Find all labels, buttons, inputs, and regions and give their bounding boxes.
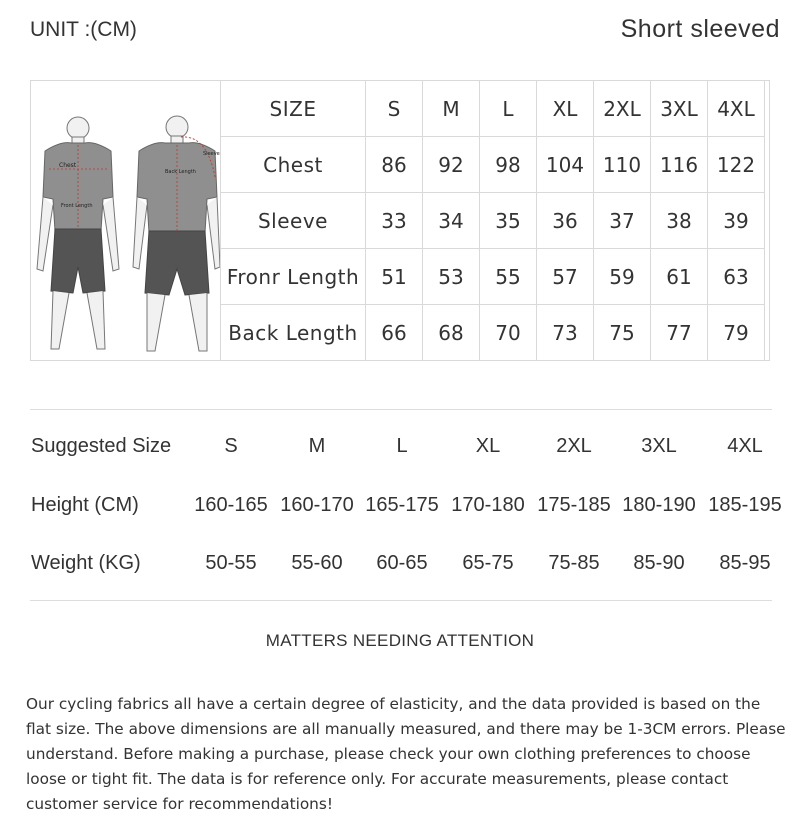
table-cell: 61 <box>651 249 708 305</box>
unit-label: UNIT :(CM) <box>30 18 137 41</box>
table-cell: 53 <box>423 249 480 305</box>
table-cell: 185-195 <box>708 494 782 516</box>
size-header-cell: XL <box>537 81 594 137</box>
table-cell: 68 <box>423 305 480 361</box>
table-cell: 92 <box>423 137 480 193</box>
size-header-cell: M <box>423 81 480 137</box>
row-label: Height (CM) <box>31 494 139 516</box>
table-cell: 79 <box>708 305 765 361</box>
divider-bottom <box>30 600 772 601</box>
height-row <box>0 494 800 524</box>
table-cell: 2XL <box>556 435 592 457</box>
table-cell: 33 <box>366 193 423 249</box>
table-cell: 4XL <box>727 435 763 457</box>
table-cell: 50-55 <box>205 552 257 574</box>
table-row <box>221 137 765 193</box>
table-cell: 98 <box>480 137 537 193</box>
figure-illustration <box>31 81 220 360</box>
table-cell: 66 <box>366 305 423 361</box>
table-cell: 51 <box>366 249 423 305</box>
table-cell: 122 <box>708 137 765 193</box>
table-cell: 180-190 <box>622 494 696 516</box>
table-cell: M <box>308 435 326 457</box>
row-label: Sleeve <box>221 193 366 249</box>
row-label: Suggested Size <box>31 435 172 457</box>
table-cell: 38 <box>651 193 708 249</box>
table-cell: 63 <box>708 249 765 305</box>
table-cell: 160-165 <box>194 494 268 516</box>
size-header-cell: L <box>480 81 537 137</box>
row-label: Weight (KG) <box>31 552 141 574</box>
sleeve-tag: Sleeve <box>203 151 220 157</box>
table-cell: 55 <box>480 249 537 305</box>
back-length-tag: Back Length <box>165 169 196 175</box>
table-cell: 110 <box>594 137 651 193</box>
table-row <box>221 249 765 305</box>
front-figure <box>37 117 119 349</box>
table-cell: XL <box>475 435 501 457</box>
table-cell: 60-65 <box>376 552 428 574</box>
table-cell: 55-60 <box>291 552 343 574</box>
table-row <box>221 193 765 249</box>
kit-diagram <box>31 81 220 360</box>
table-row <box>221 305 765 361</box>
table-cell: 85-95 <box>719 552 771 574</box>
row-label: Fronr Length <box>221 249 366 305</box>
table-cell: 116 <box>651 137 708 193</box>
size-table <box>220 80 765 361</box>
row-label: Back Length <box>221 305 366 361</box>
attention-title: MATTERS NEEDING ATTENTION <box>265 631 535 650</box>
front-length-tag: Front Length <box>61 203 93 209</box>
table-cell: 85-90 <box>633 552 685 574</box>
size-table-header-row <box>221 81 765 137</box>
table-cell: 77 <box>651 305 708 361</box>
back-figure <box>133 116 220 351</box>
table-cell: 175-185 <box>537 494 611 516</box>
table-cell: 3XL <box>641 435 677 457</box>
style-label: Short sleeved <box>620 15 780 43</box>
size-header-cell: 3XL <box>651 81 708 137</box>
table-cell: 35 <box>480 193 537 249</box>
row-label: Chest <box>221 137 366 193</box>
table-cell: S <box>224 435 238 457</box>
table-cell: 37 <box>594 193 651 249</box>
table-cell: 39 <box>708 193 765 249</box>
chest-tag: Chest <box>59 162 77 169</box>
size-header-cell: S <box>366 81 423 137</box>
suggested-size-row <box>0 435 800 465</box>
size-chart <box>30 80 770 361</box>
table-cell: 59 <box>594 249 651 305</box>
table-cell: 160-170 <box>280 494 354 516</box>
size-header-cell: 2XL <box>594 81 651 137</box>
table-cell: 165-175 <box>365 494 439 516</box>
table-cell: 34 <box>423 193 480 249</box>
table-cell: 170-180 <box>451 494 525 516</box>
table-cell: 75-85 <box>548 552 600 574</box>
table-cell: 36 <box>537 193 594 249</box>
table-cell: 65-75 <box>462 552 514 574</box>
size-header-cell: SIZE <box>221 81 366 137</box>
table-cell: 57 <box>537 249 594 305</box>
table-cell: L <box>396 435 408 457</box>
table-cell: 70 <box>480 305 537 361</box>
table-cell: 86 <box>366 137 423 193</box>
size-header-cell: 4XL <box>708 81 765 137</box>
attention-note: Our cycling fabrics all have a certain degree of elasticity, and the data provided is based on the flat size. The above dimensions are all manually measured, and there may be 1-3CM errors. Please understand. Before making a purchase, please check your own clothing preferences to choose loose or tight fit. The data is for reference only. For accurate measurements, please contact customer service for recommendations! <box>26 695 786 813</box>
table-cell: 73 <box>537 305 594 361</box>
divider-top <box>30 409 772 410</box>
weight-row <box>0 552 800 582</box>
table-cell: 104 <box>537 137 594 193</box>
table-cell: 75 <box>594 305 651 361</box>
